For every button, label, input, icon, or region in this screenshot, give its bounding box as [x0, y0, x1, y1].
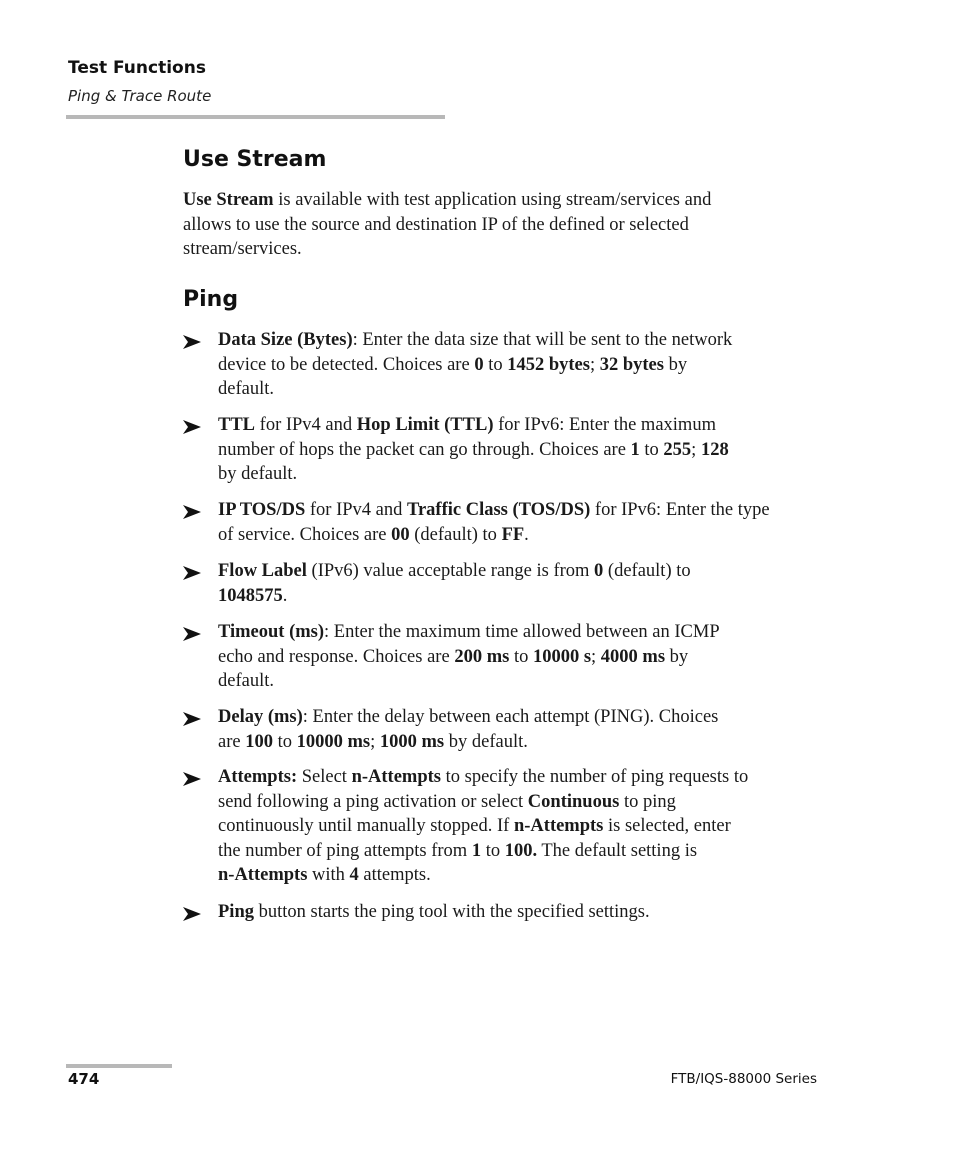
list-item-line: [218, 413, 823, 438]
text-run: : Enter the delay between each attempt (PING). Choices: [302, 707, 719, 727]
list-item-line: [218, 730, 823, 755]
text-run: attempts.: [358, 865, 431, 886]
text-run: for IPv4 and: [305, 500, 407, 520]
text-run: The default setting is: [537, 840, 698, 861]
text-run: by default.: [444, 731, 528, 752]
text-run: by: [663, 354, 688, 375]
text-run: continuously until manually stopped. If: [218, 816, 514, 837]
arrow-bullet-icon: [183, 907, 201, 921]
bold-term: 1452 bytes: [507, 354, 590, 375]
product-series: FTB/IQS-88000 Series: [670, 1071, 817, 1087]
bold-term: 1: [471, 840, 482, 861]
bold-term: 10000 ms: [296, 731, 371, 752]
arrow-bullet-icon: [183, 772, 201, 786]
bold-term: 100.: [504, 840, 538, 861]
bold-term: Attempts:: [218, 767, 298, 787]
text-run: ;: [691, 439, 701, 460]
text-run: for IPv6: Enter the maximum: [493, 415, 716, 435]
list-item-line: [218, 523, 823, 548]
text-run: to: [483, 354, 508, 375]
bold-term: 1000 ms: [379, 731, 445, 752]
list-item-line: [218, 765, 823, 790]
list-item-line: [218, 839, 823, 864]
text-run: for IPv6: Enter the type: [590, 500, 770, 520]
arrow-bullet-icon: [183, 566, 201, 580]
list-item-line: [218, 584, 823, 609]
text-run: send following a ping activation or select: [218, 791, 528, 812]
text-run: number of hops the packet can go through. Choices are: [218, 439, 631, 460]
text-run: the number of ping attempts from: [218, 840, 472, 861]
bold-term: Hop Limit (TTL): [356, 415, 494, 435]
bold-term: 255: [663, 439, 692, 460]
bold-term: 0: [474, 354, 484, 375]
text-run: ;: [589, 354, 600, 375]
paragraph-line: stream/services.: [183, 239, 302, 260]
bold-term: FF: [501, 524, 525, 545]
bold-term: 32 bytes: [599, 354, 664, 375]
list-item-text: [218, 559, 823, 608]
list-item-text: [218, 705, 823, 754]
bold-term: 1: [630, 439, 640, 460]
text-run: (default) to: [409, 524, 502, 545]
text-run: with: [307, 865, 350, 886]
arrow-bullet-icon: [183, 712, 201, 726]
list-item-text: [218, 498, 823, 547]
footer-divider: [66, 1064, 172, 1068]
text-run: to: [509, 646, 533, 667]
bold-term: 4: [349, 865, 359, 886]
text-run: to ping: [619, 791, 676, 812]
bold-term: 00: [391, 524, 410, 545]
text-run: .: [282, 585, 288, 606]
list-item-line: [218, 559, 823, 584]
text-run: to: [272, 731, 297, 752]
list-item-line: [218, 705, 823, 730]
header-divider: [66, 115, 445, 119]
text-run: .: [524, 524, 529, 545]
list-item-line: [218, 863, 823, 888]
text-run: for IPv4 and: [255, 415, 357, 435]
bold-term: Flow Label: [218, 561, 307, 581]
list-item-line: [218, 620, 823, 645]
list-item-text: [218, 765, 823, 888]
use-stream-paragraph: [183, 188, 823, 262]
list-item-line: [218, 438, 823, 463]
bold-term: n-Attempts: [513, 816, 604, 837]
section-heading-ping: Ping: [183, 287, 239, 312]
list-item-text: [218, 900, 823, 925]
text-run: ;: [370, 731, 380, 752]
text-run: of service. Choices are: [218, 524, 392, 545]
text-run: is selected, enter: [603, 816, 731, 837]
text-run: to specify the number of ping requests to: [440, 767, 749, 787]
text-run: : Enter the data size that will be sent to the network: [352, 330, 733, 350]
bold-term: n-Attempts: [351, 767, 441, 787]
arrow-bullet-icon: [183, 627, 201, 641]
list-item-line: [218, 645, 823, 670]
list-item-line: [218, 328, 823, 353]
text-run: default.: [218, 379, 274, 400]
text-run: echo and response. Choices are: [218, 646, 455, 667]
bold-term: Delay (ms): [218, 707, 303, 727]
text-run: are: [218, 731, 246, 752]
text-run: by default.: [218, 464, 298, 485]
list-item-line: [218, 790, 823, 815]
running-header-subtitle: Ping & Trace Route: [68, 87, 212, 105]
text-run: ;: [591, 646, 601, 667]
bold-term: Use Stream: [183, 190, 274, 210]
bold-term: 0: [594, 561, 604, 581]
bold-term: IP TOS/DS: [218, 500, 306, 520]
bold-term: TTL: [218, 415, 256, 435]
bold-term: 200 ms: [454, 646, 510, 667]
text-run: device to be detected. Choices are: [218, 354, 475, 375]
bold-term: 10000 s: [532, 646, 592, 667]
arrow-bullet-icon: [183, 335, 201, 349]
bold-term: Ping: [218, 902, 254, 922]
bold-term: Continuous: [527, 791, 620, 812]
paragraph-line: allows to use the source and destination IP of the defined or selected: [183, 214, 689, 235]
list-item-line: [218, 814, 823, 839]
section-heading-use-stream: Use Stream: [183, 147, 327, 172]
page-number: 474: [68, 1070, 100, 1088]
list-item-line: [218, 377, 823, 402]
text-run: Select: [297, 767, 352, 787]
arrow-bullet-icon: [183, 505, 201, 519]
bold-term: 4000 ms: [600, 646, 666, 667]
bold-term: 100: [245, 731, 273, 752]
bold-term: Timeout (ms): [218, 622, 325, 642]
bold-term: 128: [700, 439, 729, 460]
list-item-line: [218, 462, 823, 487]
text-run: to: [639, 439, 664, 460]
list-item-line: [218, 353, 823, 378]
text-run: is available with test application using stream/services and: [273, 190, 712, 210]
arrow-bullet-icon: [183, 420, 201, 434]
text-run: (IPv6) value acceptable range is from: [306, 561, 595, 581]
list-item-line: [218, 498, 823, 523]
bold-term: Traffic Class (TOS/DS): [406, 500, 591, 520]
bold-term: Data Size (Bytes): [218, 330, 353, 350]
list-item-line: [218, 900, 823, 925]
bold-term: n-Attempts: [218, 865, 308, 886]
text-run: : Enter the maximum time allowed between an ICMP: [324, 622, 720, 642]
text-run: button starts the ping tool with the specified settings.: [253, 902, 650, 922]
list-item-text: [218, 328, 823, 402]
bold-term: 1048575: [218, 585, 283, 606]
text-run: to: [481, 840, 505, 861]
list-item-text: [218, 620, 823, 694]
text-run: (default) to: [603, 561, 691, 581]
list-item-text: [218, 413, 823, 487]
running-header-title: Test Functions: [68, 58, 206, 78]
list-item-line: [218, 669, 823, 694]
paragraph-line: [183, 188, 823, 213]
text-run: by: [665, 646, 689, 667]
text-run: default.: [218, 671, 274, 692]
